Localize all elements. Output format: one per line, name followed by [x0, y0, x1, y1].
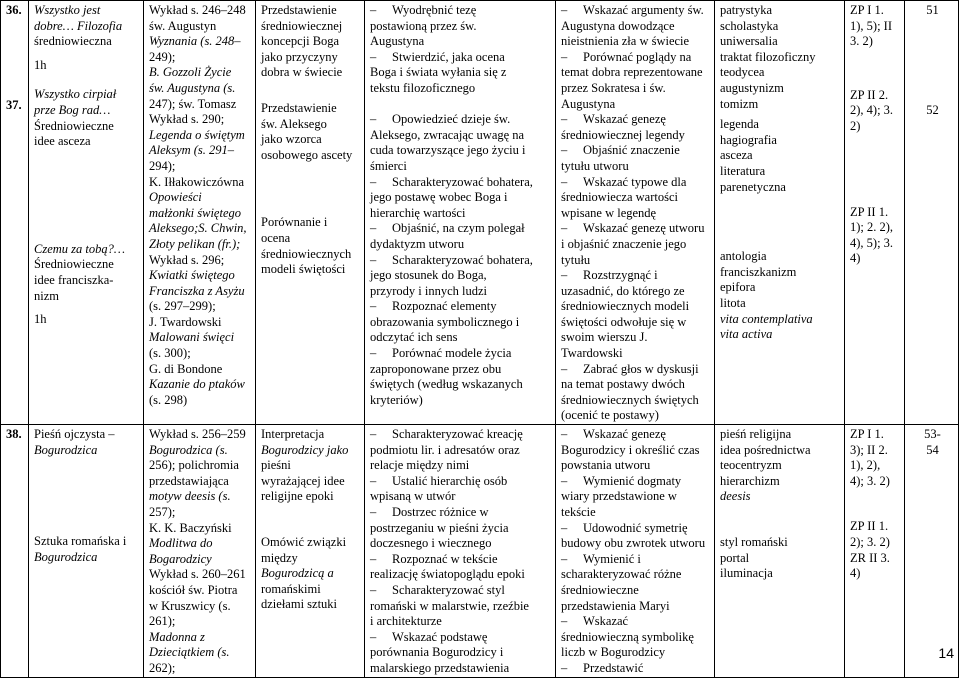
goal-line — [370, 97, 552, 113]
cell-line: 3); II 2. — [850, 442, 888, 457]
cell-line: Kwiatki świętego — [149, 268, 235, 283]
cell-line: ZP I 1. — [850, 427, 884, 442]
cell-line: Porównanie i — [261, 215, 328, 230]
cell-line: vita activa — [720, 327, 773, 342]
cell-line: (s. 297–299); — [149, 299, 216, 314]
topic-line: dobre… Filozofia — [34, 18, 123, 33]
cell-line: religijne epoki — [261, 489, 334, 504]
cell-line: romańskimi — [261, 581, 321, 596]
cell-line: małżonki świętego — [149, 205, 242, 220]
topic-line: Sztuka romańska i — [34, 534, 127, 549]
goal-line: i architekturze — [370, 614, 442, 629]
goal-line: – Rozstrzygnąć i — [561, 268, 711, 284]
topic-line: nizm — [34, 288, 59, 303]
topic-cell — [29, 1, 144, 425]
goal-line: uzasadnić, do którego ze — [561, 283, 685, 298]
goal-line: relacje między nimi — [370, 458, 470, 473]
cell-line: w Kruszwicy (s. — [149, 598, 231, 613]
goal-line: Aleksego, zwracając uwagę na — [370, 127, 525, 142]
cell-line: 249); — [149, 49, 176, 64]
cell-line: antologia — [720, 249, 767, 264]
cell-line: Złoty pelikan (fr.); — [149, 236, 241, 251]
goal-line: – Objaśnić znaczenie — [561, 143, 711, 159]
goal-line: dydaktyzm utworu — [370, 236, 465, 251]
cell-line: 2) — [850, 118, 861, 133]
cell-line: Wykład s. 256‒259 — [149, 427, 246, 442]
lesson-number-cell: 38. — [1, 425, 29, 678]
table-row — [1, 425, 959, 678]
goal-line: świętości odwołuje się w — [561, 314, 687, 329]
hours-label: 1h — [34, 312, 47, 327]
table-row — [1, 1, 959, 425]
cell-line: kościół św. Piotra — [149, 582, 238, 597]
goal-line: – Wskazać genezę utworu — [561, 221, 711, 237]
requirements-cell — [845, 1, 905, 425]
terms-cell — [715, 1, 845, 425]
cell-line: hagiografia — [720, 132, 777, 147]
goal-line: śmierci — [370, 158, 407, 173]
cell-line: literatura — [720, 163, 766, 178]
cell-line: Opowieści — [149, 190, 202, 205]
goal-line: zaproponowane przez obu — [370, 361, 502, 376]
cell-line: ZR II 3. — [850, 550, 890, 565]
cell-line: ZP I 1. — [850, 3, 884, 17]
goal-line: powstania utworu — [561, 458, 651, 473]
goal-line: świętych (według wskazanych — [370, 377, 523, 392]
topic-line: Bogurodzica — [34, 442, 98, 457]
cell-line: franciszkanizm — [720, 264, 797, 279]
cell-line: Wykład s. 290; — [149, 112, 225, 127]
goal-line: Boga i świata wyłania się z — [370, 65, 507, 80]
goal-line: scharakteryzować różne — [561, 567, 682, 582]
goals-extended-cell — [556, 1, 715, 425]
cell-line: Wykład s. 296; — [149, 252, 225, 267]
goal-line: – Porównać modele życia — [370, 346, 552, 362]
cell-line: koncepcji Boga — [261, 34, 340, 49]
goal-line: Twardowski — [561, 346, 623, 361]
goal-line: na temat postawy dwóch — [561, 377, 685, 392]
goal-line: kryteriów) — [370, 392, 423, 407]
goal-line: Augustyna — [561, 96, 616, 111]
topic-line: Bogurodzica — [34, 549, 98, 564]
goal-line: – Ustalić hierarchię osób — [370, 474, 552, 490]
cell-line: 2); 3. 2) — [850, 535, 890, 549]
goal-line: cuda towarzyszące jego życiu i — [370, 143, 526, 158]
goal-line: – Wskazać podstawę — [370, 630, 552, 646]
goal-line: tytułu utworu — [561, 158, 629, 173]
cell-line: patrystyka — [720, 3, 773, 17]
goal-line: – Wskazać genezę — [561, 112, 711, 128]
hours-cell — [905, 425, 959, 678]
topic-line: średniowieczna — [34, 34, 112, 49]
goal-line: – Wskazać — [561, 614, 711, 630]
cell-line: 247); św. Tomasz — [149, 96, 237, 111]
cell-line: przedstawiająca — [149, 473, 229, 488]
goal-line: malarskiego przedstawienia — [370, 660, 510, 675]
cell-line: między — [261, 550, 298, 565]
cell-line: dobra w świecie — [261, 65, 343, 80]
goal-line: – Wyodrębnić tezę — [370, 3, 552, 19]
cell-line: teodycea — [720, 65, 765, 80]
goal-line: – Przedstawić — [561, 661, 711, 677]
cell-line: tomizm — [720, 96, 759, 111]
cell-line: B. Gozzoli Życie — [149, 65, 232, 80]
cell-line: ZP II 1. — [850, 519, 889, 534]
hours-number: 51 — [926, 3, 939, 17]
goal-line: obrazowania symbolicznego i — [370, 314, 520, 329]
goal-line: średniowieczne — [561, 582, 639, 597]
hours-number: 53- — [924, 427, 941, 442]
goal-line: Augustyna — [370, 34, 425, 49]
cell-line: motyw deesis (s. — [149, 489, 231, 504]
goal-line: średniowiecznych modeli — [561, 299, 690, 314]
cell-line: deesis — [720, 489, 751, 504]
cell-line: Aleksego;S. Chwin, — [149, 221, 247, 236]
goal-line: przedstawienia Maryi — [561, 598, 670, 613]
goal-line: romański w malarstwie, rzeźbie — [370, 598, 529, 613]
topic-line: Pieśń ojczysta – — [34, 427, 115, 442]
cell-line: Przedstawienie — [261, 100, 337, 115]
goal-line: podmiotu lir. i adresatów oraz — [370, 442, 520, 457]
goal-line: średniowiecza wartości — [561, 190, 678, 205]
goal-line: średniowiecznych świętych — [561, 392, 699, 407]
texts-cell — [144, 425, 256, 678]
cell-line: augustynizm — [720, 80, 784, 95]
cell-line: Omówić związki — [261, 535, 347, 549]
lesson-number-cell: 36. 37. — [1, 1, 29, 425]
cell-line: 1), 2), — [850, 458, 881, 473]
goal-line: tytułu — [561, 252, 591, 267]
goal-line: doczesnego i wiecznego — [370, 536, 492, 551]
topic-line: Średniowieczne — [34, 118, 114, 133]
cell-line: epifora — [720, 280, 756, 295]
cell-line: legenda — [720, 117, 759, 132]
cell-line: ZP II 1. — [850, 204, 889, 219]
cell-line: ocena — [261, 230, 291, 245]
cell-line: iluminacja — [720, 566, 773, 581]
goal-line: przyrody i innych ludzi — [370, 283, 487, 298]
cell-line: średniowiecznych — [261, 246, 352, 261]
cell-line: wyrażającej idee — [261, 473, 345, 488]
cell-line: K. K. Baczyński — [149, 520, 232, 535]
cell-line: modeli świętości — [261, 262, 346, 277]
goal-line: hierarchię wartości — [370, 205, 466, 220]
goal-line: – Wskazać genezę — [561, 427, 711, 443]
hours-number: 52 — [926, 102, 939, 117]
goal-line: – Wymienić i — [561, 552, 711, 568]
goal-line: – Udowodnić symetrię — [561, 521, 711, 537]
cell-line: G. di Bondone — [149, 361, 223, 376]
goal-line: – Scharakteryzować bohatera, — [370, 253, 552, 269]
goal-line: budowy obu zwrotek utworu — [561, 536, 706, 551]
cell-line: Aleksym (s. 291– — [149, 143, 235, 158]
cell-line: 1), 5); II — [850, 18, 892, 33]
cell-line: Interpretacja — [261, 427, 325, 442]
cell-line: Kazanie do ptaków — [149, 377, 245, 392]
topic-line: idee asceza — [34, 134, 91, 149]
cell-line: pieśni — [261, 458, 291, 473]
cell-line: św. Augustyn — [149, 18, 217, 33]
topic-line: Czemu za tobą?… — [34, 241, 125, 256]
goal-line: porównania Bogurodzicy i — [370, 645, 504, 660]
cell-line: Bogarodzicy — [149, 551, 212, 566]
goal-line: postrzeganiu w pieśni życia — [370, 520, 509, 535]
goal-line: postawioną przez św. — [370, 18, 477, 33]
goal-line: Augustyna dowodzące — [561, 18, 675, 33]
cell-line: portal — [720, 550, 750, 565]
goal-line: realizację światopoglądu epoki — [370, 567, 525, 582]
goal-line: i objaśnić znaczenie jego — [561, 236, 687, 251]
cell-line: pieśń religijna — [720, 427, 792, 442]
cell-line: jako wzorca — [261, 132, 322, 147]
cell-line: 262); — [149, 660, 176, 675]
goal-line: tekście — [561, 505, 596, 519]
cell-line: Wykład s. 246‒248 — [149, 3, 246, 17]
cell-line: 4), 5); 3. — [850, 235, 894, 250]
goal-line: przez Sokratesa i św. — [561, 80, 666, 95]
goal-line: – Scharakteryzować kreację — [370, 427, 552, 443]
goal-line: wpisane w legendę — [561, 205, 657, 220]
goal-line: Bogurodzicy i określić czas — [561, 442, 700, 457]
goal-line: – Opowiedzieć dzieje św. — [370, 112, 552, 128]
cell-line: hierarchizm — [720, 473, 780, 488]
goal-line: temat dobra reprezentowane — [561, 65, 703, 80]
concepts-cell — [256, 1, 365, 425]
cell-line: 1); 2. 2), — [850, 220, 894, 235]
terms-cell — [715, 425, 845, 678]
goal-line: odczytać ich sens — [370, 330, 458, 345]
goal-line: jego stosunek do Boga, — [370, 268, 487, 283]
cell-line: asceza — [720, 148, 753, 163]
topic-line: idee franciszka- — [34, 272, 114, 287]
cell-line: dziełami sztuki — [261, 597, 338, 612]
hours-cell — [905, 1, 959, 425]
goal-line: – Wskazać typowe dla — [561, 175, 711, 191]
topic-line: Wszystko jest — [34, 3, 101, 17]
goal-line: średniowieczną symbolikę — [561, 629, 694, 644]
cell-line: teocentryzm — [720, 458, 782, 473]
goal-line: tekstu filozoficznego — [370, 80, 476, 95]
cell-line: Franciszka z Asyżu — [149, 283, 245, 298]
hours-label: 1h — [34, 57, 47, 72]
goal-line: – Rozpoznać w tekście — [370, 552, 552, 568]
goal-line: jego postawę wobec Boga i — [370, 190, 508, 205]
cell-line: średniowiecznej — [261, 18, 343, 33]
goal-line: średniowiecznej legendy — [561, 127, 685, 142]
goals-basic-cell — [365, 1, 556, 425]
goal-line: wpisaną w utwór — [370, 489, 456, 504]
concepts-cell — [256, 425, 365, 678]
cell-line: osobowego ascety — [261, 147, 353, 162]
cell-line: scholastyka — [720, 18, 779, 33]
cell-line: Bogurodzica (s. — [149, 442, 228, 457]
goal-line: – Stwierdzić, jaka ocena — [370, 50, 552, 66]
requirements-cell — [845, 425, 905, 678]
goal-line: – Wymienić dogmaty — [561, 474, 711, 490]
cell-line: traktat filozoficzny — [720, 49, 816, 64]
cell-line: uniwersalia — [720, 34, 778, 49]
cell-line: 261); — [149, 614, 176, 629]
cell-line: Bogurodzicy jako — [261, 442, 349, 457]
goal-line: nieistnienia zła w świecie — [561, 34, 690, 49]
goal-line: – Scharakteryzować styl — [370, 583, 552, 599]
texts-cell — [144, 1, 256, 425]
goal-line: – Porównać poglądy na — [561, 50, 711, 66]
cell-line: Wyznania (s. 248– — [149, 34, 241, 49]
topic-line: Średniowieczne — [34, 257, 114, 272]
page-number: 14 — [938, 645, 954, 662]
cell-line: Malowani święci — [149, 330, 235, 345]
cell-line: 4); 3. 2) — [850, 473, 890, 488]
cell-line: 294); — [149, 158, 176, 173]
cell-line: jako przyczyny — [261, 49, 338, 64]
cell-line: (s. 298) — [149, 392, 188, 407]
cell-line: Dzieciątkiem (s. — [149, 645, 230, 660]
cell-line: 3. 2) — [850, 34, 873, 49]
goal-line: swoim wierszu J. — [561, 330, 648, 345]
goal-line: – Zabrać głos w dyskusji — [561, 362, 711, 378]
cell-line: litota — [720, 295, 746, 310]
cell-line: św. Aleksego — [261, 116, 327, 131]
goals-basic-cell — [365, 425, 556, 678]
goals-extended-cell — [556, 425, 715, 678]
cell-line: idea pośrednictwa — [720, 442, 811, 457]
hours-number: 54 — [926, 442, 939, 457]
goal-line: – Rozpoznać elementy — [370, 299, 552, 315]
cell-line: 257); — [149, 505, 176, 519]
topic-line: Wszystko cirpiał — [34, 87, 117, 102]
cell-line: 2), 4); 3. — [850, 103, 894, 118]
cell-line: parenetyczna — [720, 179, 786, 194]
cell-line: Modlitwa do — [149, 536, 213, 551]
cell-line: 256); polichromia — [149, 458, 239, 473]
cell-line: Madonna z — [149, 629, 205, 644]
goal-line: – Objaśnić, na czym polegał — [370, 221, 552, 237]
goal-line: – Wskazać argumenty św. — [561, 3, 711, 19]
goal-line: – Dostrzec różnice w — [370, 505, 552, 521]
goal-line: – Scharakteryzować bohatera, — [370, 175, 552, 191]
cell-line: K. Iłłakowiczówna — [149, 174, 245, 189]
topic-line: prze Bog rad… — [34, 102, 111, 117]
cell-line: J. Twardowski — [149, 314, 222, 329]
cell-line: Legenda o świętym — [149, 127, 245, 142]
cell-line: (s. 300); — [149, 346, 191, 361]
goal-line: wiary przedstawione w — [561, 489, 677, 504]
cell-line: św. Augustyna (s. — [149, 80, 236, 95]
goal-line: (ocenić te postawy) — [561, 408, 659, 423]
cell-line: Wykład s. 260‒261 — [149, 567, 246, 582]
cell-line: styl romański — [720, 535, 788, 549]
cell-line: Przedstawienie — [261, 3, 337, 17]
cell-line: vita contemplativa — [720, 311, 813, 326]
cell-line: ZP II 2. — [850, 87, 889, 102]
cell-line: 4) — [850, 251, 861, 266]
cell-line: Bogurodzicą a — [261, 566, 334, 581]
cell-line: 4) — [850, 566, 861, 581]
topic-cell — [29, 425, 144, 678]
goal-line: liczb w Bogurodzicy — [561, 645, 666, 660]
